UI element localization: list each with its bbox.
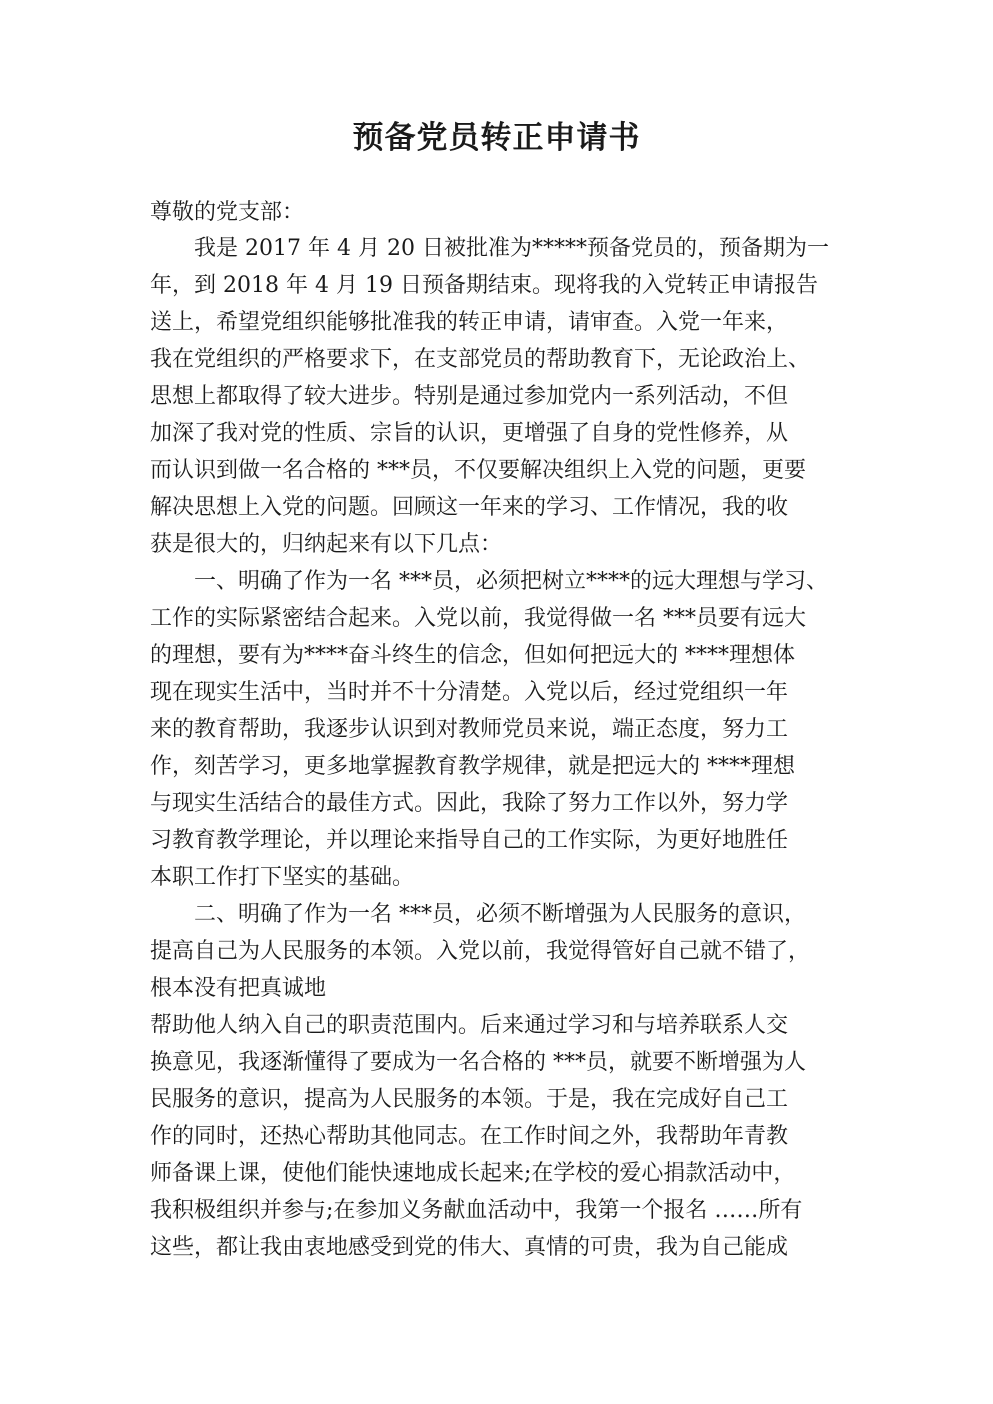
paragraph-line: 习教育教学理论，并以理论来指导自己的工作实际，为更好地胜任 xyxy=(150,828,789,853)
paragraph-line: 现在现实生活中，当时并不十分清楚。入党以后，经过党组织一年 xyxy=(150,680,789,705)
paragraph-line: 我是 2017 年 4 月 20 日被批准为*****预备党员的，预备期为一 xyxy=(194,236,829,261)
salutation: 尊敬的党支部： xyxy=(150,200,305,225)
paragraph-line: 与现实生活结合的最佳方式。因此，我除了努力工作以外，努力学 xyxy=(150,791,789,816)
paragraph-line: 换意见，我逐渐懂得了要成为一名合格的 ***员，就要不断增强为人 xyxy=(150,1050,806,1075)
paragraph-line: 的理想，要有为****奋斗终生的信念，但如何把远大的 ****理想体 xyxy=(150,643,795,668)
paragraph-line: 解决思想上入党的问题。回顾这一年来的学习、工作情况，我的收 xyxy=(150,495,789,520)
paragraph-line: 加深了我对党的性质、宗旨的认识，更增强了自身的党性修养，从 xyxy=(150,421,789,446)
paragraph-line: 提高自己为人民服务的本领。入党以前，我觉得管好自己就不错了， xyxy=(150,939,811,964)
paragraph-line: 二、明确了作为一名 ***员，必须不断增强为人民服务的意识， xyxy=(194,902,806,927)
paragraph-line: 我积极组织并参与;在参加义务献血活动中，我第一个报名 ……所有 xyxy=(150,1198,803,1223)
paragraph-line: 而认识到做一名合格的 ***员，不仅要解决组织上入党的问题，更要 xyxy=(150,458,806,483)
paragraph-line: 作，刻苦学习，更多地掌握教育教学规律，就是把远大的 ****理想 xyxy=(150,754,795,779)
paragraph-line: 工作的实际紧密结合起来。入党以前，我觉得做一名 ***员要有远大 xyxy=(150,606,806,631)
page-title: 预备党员转正申请书 xyxy=(352,120,641,156)
paragraph-line: 一、明确了作为一名 ***员，必须把树立****的远大理想与学习、 xyxy=(194,569,828,594)
paragraph-line: 这些，都让我由衷地感受到党的伟大、真情的可贵，我为自己能成 xyxy=(150,1235,789,1260)
paragraph-line: 我在党组织的严格要求下，在支部党员的帮助教育下，无论政治上、 xyxy=(150,347,811,372)
paragraph-line: 作的同时，还热心帮助其他同志。在工作时间之外，我帮助年青教 xyxy=(150,1124,789,1149)
paragraph-line: 本职工作打下坚实的基础。 xyxy=(150,865,415,890)
paragraph-line: 根本没有把真诚地 xyxy=(150,976,327,1001)
paragraph-line: 年，到 2018 年 4 月 19 日预备期结束。现将我的入党转正申请报告 xyxy=(150,273,818,298)
paragraph-line: 送上，希望党组织能够批准我的转正申请，请审查。入党一年来， xyxy=(150,310,789,335)
paragraph-line: 获是很大的，归纳起来有以下几点： xyxy=(150,532,503,557)
paragraph-line: 师备课上课，使他们能快速地成长起来;在学校的爱心捐款活动中， xyxy=(150,1161,796,1186)
paragraph-line: 来的教育帮助，我逐步认识到对教师党员来说，端正态度，努力工 xyxy=(150,717,789,742)
paragraph-line: 思想上都取得了较大进步。特别是通过参加党内一系列活动，不但 xyxy=(150,384,789,409)
paragraph-line: 帮助他人纳入自己的职责范围内。后来通过学习和与培养联系人交 xyxy=(150,1013,789,1038)
paragraph-line: 民服务的意识，提高为人民服务的本领。于是，我在完成好自己工 xyxy=(150,1087,789,1112)
